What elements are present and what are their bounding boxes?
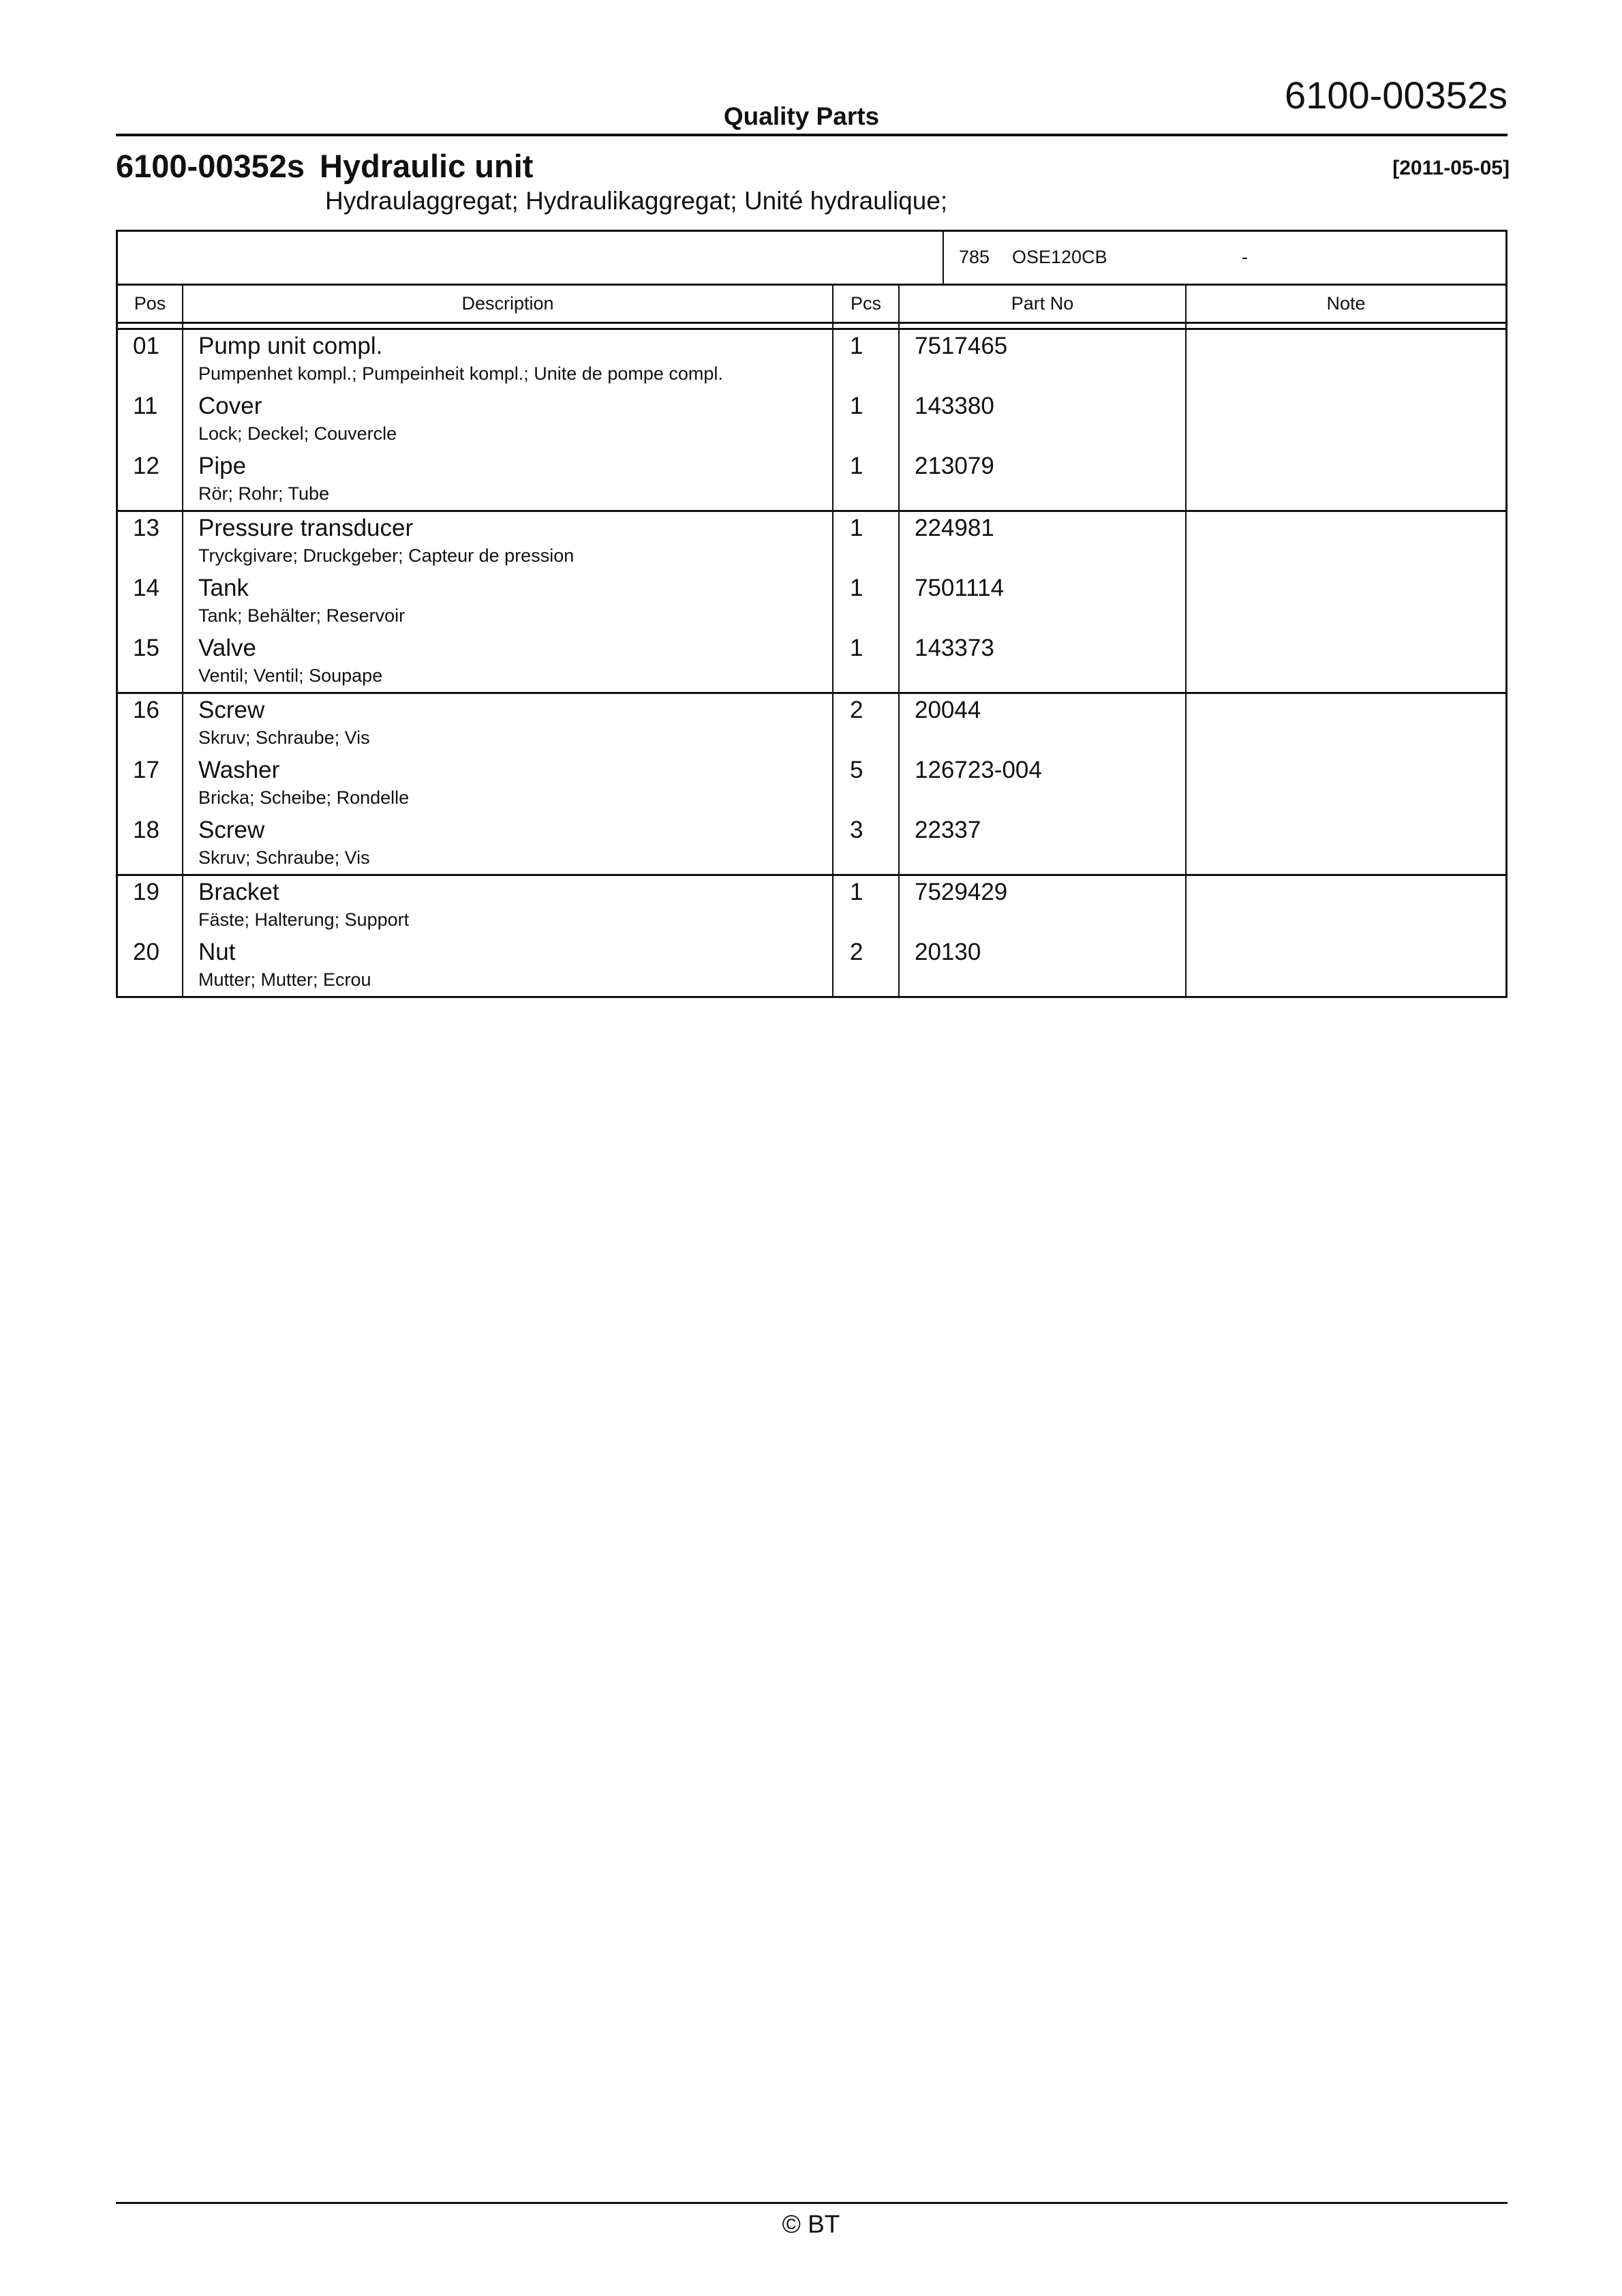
- header-description: Description: [183, 286, 833, 322]
- model-cell: [943, 232, 1510, 284]
- pos-cell: [118, 876, 182, 936]
- description-cell: [183, 694, 832, 754]
- item-part-no: 22337: [915, 817, 981, 843]
- item-name: Pressure transducer: [198, 515, 414, 541]
- item-translations: Skruv; Schraube; Vis: [198, 727, 370, 748]
- part-no-cell: [900, 330, 1185, 390]
- note-cell: [1187, 936, 1505, 996]
- item-name: Pump unit compl.: [198, 333, 383, 359]
- model-extra: -: [1242, 247, 1248, 267]
- item-name: Cover: [198, 393, 262, 419]
- pos-cell: [118, 754, 182, 814]
- item-part-no: 143373: [915, 635, 994, 661]
- item-part-no: 224981: [915, 515, 994, 541]
- pcs-cell: [833, 694, 898, 754]
- item-pcs: 3: [850, 817, 863, 843]
- header-divider: [116, 134, 1508, 136]
- header-note: Note: [1326, 293, 1366, 314]
- note-cell: [1187, 754, 1505, 814]
- note-cell: [1187, 876, 1505, 936]
- item-pos: 01: [133, 333, 159, 359]
- description-cell: [183, 936, 832, 996]
- item-pcs: 1: [850, 515, 863, 541]
- pcs-cell: [833, 936, 898, 996]
- note-cell: [1187, 694, 1505, 754]
- row-group: [118, 330, 1505, 512]
- item-part-no: 20130: [915, 939, 981, 965]
- item-translations: Lock; Deckel; Couvercle: [198, 423, 397, 444]
- note-cell: [1187, 632, 1505, 692]
- pos-cell: [118, 450, 182, 510]
- item-pos: 16: [133, 697, 159, 723]
- item-translations: Fäste; Halterung; Support: [198, 909, 410, 930]
- part-no-cell: [900, 632, 1185, 692]
- item-translations: Tank; Behälter; Reservoir: [198, 605, 406, 626]
- item-translations: Mutter; Mutter; Ecrou: [198, 969, 371, 990]
- item-name: Washer: [198, 757, 280, 783]
- item-pos: 18: [133, 817, 159, 843]
- header-pcs: Pcs: [833, 286, 900, 322]
- document-code: 6100-00352s: [1285, 74, 1508, 117]
- pcs-cell: [833, 632, 898, 692]
- note-cell: [1187, 390, 1505, 450]
- title-translations: Hydraulaggregat; Hydraulikaggregat; Unité hydraulique;: [325, 187, 948, 215]
- pos-cell: [118, 390, 182, 450]
- table-body: [118, 330, 1505, 996]
- part-no-cell: [900, 876, 1185, 936]
- item-name: Screw: [198, 697, 265, 723]
- part-no-cell: [900, 572, 1185, 632]
- model-number: 785: [959, 247, 990, 267]
- item-name: Nut: [198, 939, 236, 965]
- title-code: 6100-00352s: [116, 148, 305, 184]
- item-pcs: 1: [850, 575, 863, 601]
- item-translations: Bricka; Scheibe; Rondelle: [198, 787, 410, 808]
- item-part-no: 7529429: [915, 879, 1008, 905]
- pcs-cell: [833, 330, 898, 390]
- item-pos: 13: [133, 515, 159, 541]
- item-pos: 20: [133, 939, 159, 965]
- item-name: Tank: [198, 575, 249, 601]
- item-pcs: 1: [850, 393, 863, 419]
- footer-divider: [116, 2202, 1508, 2204]
- item-pos: 14: [133, 575, 159, 601]
- item-translations: Rör; Rohr; Tube: [198, 483, 330, 504]
- item-pos: 17: [133, 757, 159, 783]
- note-cell: [1187, 512, 1505, 572]
- row-group: [118, 512, 1505, 694]
- item-part-no: 20044: [915, 697, 981, 723]
- description-cell: [183, 876, 832, 936]
- parts-table: [116, 230, 1508, 998]
- item-pcs: 1: [850, 635, 863, 661]
- note-cell: [1187, 330, 1505, 390]
- pcs-cell: [833, 754, 898, 814]
- item-name: Bracket: [198, 879, 279, 905]
- pcs-cell: [833, 450, 898, 510]
- title-name: Hydraulic unit: [320, 148, 534, 184]
- part-no-cell: [900, 512, 1185, 572]
- item-part-no: 7517465: [915, 333, 1008, 359]
- item-part-no: 143380: [915, 393, 994, 419]
- description-cell: [183, 632, 832, 692]
- item-pos: 12: [133, 453, 159, 479]
- item-pcs: 1: [850, 453, 863, 479]
- table-header: [118, 286, 1505, 324]
- description-cell: [183, 572, 832, 632]
- row-group: [118, 694, 1505, 876]
- part-no-cell: [900, 814, 1185, 874]
- pcs-cell: [833, 572, 898, 632]
- pos-cell: [118, 572, 182, 632]
- item-pos: 19: [133, 879, 159, 905]
- model-name: OSE120CB: [1012, 247, 1107, 267]
- item-pcs: 2: [850, 697, 863, 723]
- row-group: [118, 876, 1505, 996]
- copyright: © BT: [782, 2210, 840, 2238]
- header-pos: Pos: [118, 286, 183, 322]
- item-translations: Tryckgivare; Druckgeber; Capteur de pression: [198, 545, 575, 566]
- pos-cell: [118, 512, 182, 572]
- item-part-no: 213079: [915, 453, 994, 479]
- part-no-cell: [900, 936, 1185, 996]
- item-translations: Skruv; Schraube; Vis: [198, 847, 370, 868]
- part-no-cell: [900, 694, 1185, 754]
- item-pcs: 1: [850, 333, 863, 359]
- model-row: [118, 232, 1505, 286]
- note-cell: [1187, 572, 1505, 632]
- description-cell: [183, 754, 832, 814]
- pcs-cell: [833, 512, 898, 572]
- pos-cell: [118, 936, 182, 996]
- pcs-cell: [833, 390, 898, 450]
- item-name: Pipe: [198, 453, 247, 479]
- header-spacer: [118, 324, 1505, 330]
- item-translations: Ventil; Ventil; Soupape: [198, 665, 383, 686]
- item-pos: 15: [133, 635, 159, 661]
- pos-cell: [118, 330, 182, 390]
- pos-cell: [118, 694, 182, 754]
- item-pcs: 2: [850, 939, 863, 965]
- item-pos: 11: [133, 393, 158, 419]
- revision-date: [2011-05-05]: [1392, 157, 1510, 179]
- description-cell: [183, 450, 832, 510]
- header-part-no: Part No: [900, 286, 1187, 322]
- item-pcs: 1: [850, 879, 863, 905]
- pos-cell: [118, 632, 182, 692]
- part-no-cell: [900, 450, 1185, 510]
- description-cell: [183, 330, 832, 390]
- page-title: [116, 147, 533, 185]
- item-part-no: 126723-004: [915, 757, 1042, 783]
- pos-cell: [118, 814, 182, 874]
- pcs-cell: [833, 876, 898, 936]
- item-pcs: 5: [850, 757, 863, 783]
- part-no-cell: [900, 390, 1185, 450]
- item-name: Valve: [198, 635, 256, 661]
- item-translations: Pumpenhet kompl.; Pumpeinheit kompl.; Unite de pompe compl.: [198, 363, 723, 384]
- description-cell: [183, 390, 832, 450]
- description-cell: [183, 814, 832, 874]
- pcs-cell: [833, 814, 898, 874]
- item-part-no: 7501114: [915, 575, 1005, 601]
- item-name: Screw: [198, 817, 265, 843]
- note-cell: [1187, 450, 1505, 510]
- section-heading: Quality Parts: [723, 102, 880, 130]
- note-cell: [1187, 814, 1505, 874]
- description-cell: [183, 512, 832, 572]
- part-no-cell: [900, 754, 1185, 814]
